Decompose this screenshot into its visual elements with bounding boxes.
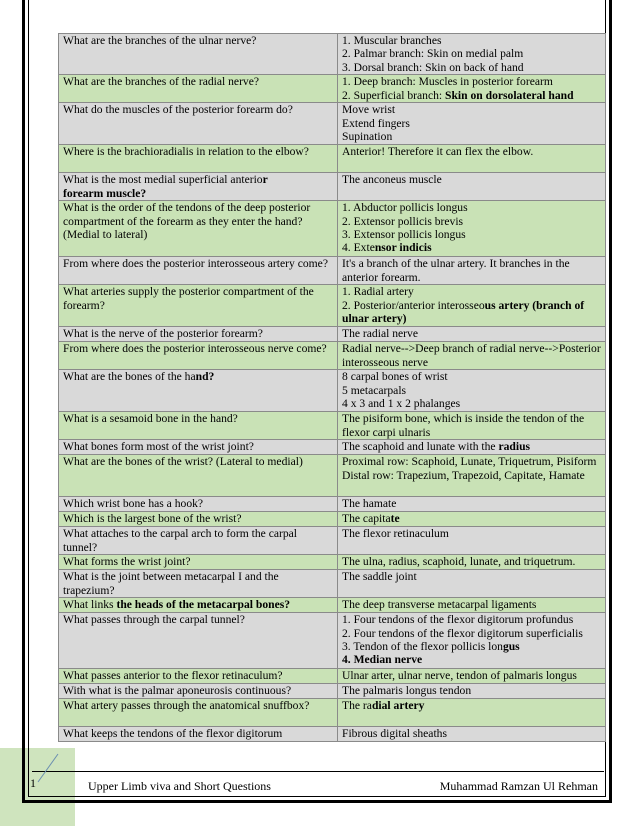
table-row <box>59 440 606 455</box>
question-text: nd? <box>195 370 215 384</box>
answer-text: The palmaris longus tendon <box>342 684 472 698</box>
table-row <box>59 370 606 412</box>
answer-text: The flexor retinaculum <box>342 527 449 541</box>
answer-text: The pisiform bone, which is inside the tendon of the flexor carpi ulnaris <box>342 412 585 439</box>
question-cell <box>59 342 338 370</box>
qa-table <box>58 33 606 742</box>
answer-cell <box>338 527 606 555</box>
question-cell <box>59 512 338 527</box>
table-row <box>59 512 606 527</box>
table-row <box>59 257 606 285</box>
question-text: With what is the palmar aponeurosis continuous? <box>63 684 292 698</box>
table-row <box>59 34 606 75</box>
table-row <box>59 613 606 669</box>
question-cell <box>59 285 338 327</box>
answer-text: us artery (branch of ulnar artery) <box>342 298 585 326</box>
answer-cell <box>338 455 606 497</box>
question-text: What are the bones of the ha <box>63 370 196 384</box>
table-row <box>59 173 606 201</box>
answer-text: te <box>390 512 400 526</box>
answer-text: The capita <box>342 512 391 526</box>
answer-text: Fibrous digital sheaths <box>342 727 447 741</box>
question-text: What arteries supply the posterior compartment of the forearm? <box>63 285 314 312</box>
question-text: Which is the largest bone of the wrist? <box>63 512 242 526</box>
answer-cell <box>338 699 606 727</box>
table-row <box>59 497 606 512</box>
answer-text: Anterior! Therefore it can flex the elbow. <box>342 145 534 159</box>
question-text: What is the joint between metacarpal I and the trapezium? <box>63 570 279 597</box>
question-cell <box>59 75 338 103</box>
question-text: From where does the posterior interosseous artery come? <box>63 257 328 271</box>
question-text: What links <box>63 598 117 612</box>
page-number: 1 <box>30 776 36 790</box>
question-cell <box>59 201 338 257</box>
footer-title: Upper Limb viva and Short Questions <box>88 779 271 793</box>
page-corner-mark-icon <box>34 752 60 792</box>
question-text: What is the nerve of the posterior forearm? <box>63 327 263 341</box>
table-row <box>59 145 606 173</box>
table-row <box>59 412 606 440</box>
answer-cell <box>338 613 606 669</box>
question-text: What artery passes through the anatomical snuffbox? <box>63 699 310 713</box>
question-cell <box>59 699 338 727</box>
question-cell <box>59 257 338 285</box>
question-cell <box>59 570 338 598</box>
answer-text: Skin on dorsolateral hand <box>445 88 574 102</box>
table-row <box>59 285 606 327</box>
question-text: What is the order of the tendons of the deep posterior compartment of the forearm as they enter the hand? (Medial to lateral) <box>63 201 311 242</box>
answer-cell <box>338 34 606 75</box>
answer-cell <box>338 684 606 699</box>
answer-cell <box>338 440 606 455</box>
question-text: What are the bones of the wrist? (Lateral to medial) <box>63 455 303 469</box>
table-row <box>59 103 606 145</box>
table-row <box>59 201 606 257</box>
table-row <box>59 342 606 370</box>
answer-cell <box>338 497 606 512</box>
answer-text: The ulna, radius, scaphoid, lunate, and triquetrum. <box>342 555 576 569</box>
answer-cell <box>338 145 606 173</box>
question-cell <box>59 440 338 455</box>
answer-text: 1. Deep branch: Muscles in posterior forearm 2. Superficial branch: <box>342 75 553 102</box>
question-cell <box>59 527 338 555</box>
answer-cell <box>338 75 606 103</box>
answer-cell <box>338 201 606 257</box>
table-row <box>59 555 606 570</box>
answer-cell <box>338 285 606 327</box>
footer-divider <box>32 771 604 772</box>
question-cell <box>59 103 338 145</box>
answer-text: gus 4. Median nerve <box>342 640 520 667</box>
answer-text: 1. Muscular branches 2. Palmar branch: Skin on medial palm 3. Dorsal branch: Skin on back of hand <box>342 34 524 74</box>
table-row <box>59 455 606 497</box>
answer-cell <box>338 512 606 527</box>
answer-cell <box>338 412 606 440</box>
footer-author: Muhammad Ramzan Ul Rehman <box>439 779 598 793</box>
answer-cell <box>338 342 606 370</box>
table-row <box>59 727 606 742</box>
question-cell <box>59 412 338 440</box>
question-text: What keeps the tendons of the flexor digitorum <box>63 727 283 741</box>
question-text: Where is the brachioradialis in relation to the elbow? <box>63 145 309 159</box>
question-text: What is the most medial superficial anterio <box>63 173 263 187</box>
question-text: From where does the posterior interosseous nerve come? <box>63 342 327 356</box>
table-row <box>59 598 606 613</box>
answer-cell <box>338 555 606 570</box>
question-cell <box>59 370 338 412</box>
table-row <box>59 75 606 103</box>
question-text: What passes through the carpal tunnel? <box>63 613 245 627</box>
question-text: What attaches to the carpal arch to form the carpal tunnel? <box>63 527 298 554</box>
answer-text: 8 carpal bones of wrist 5 metacarpals 4 x 3 and 1 x 2 phalanges <box>342 370 461 411</box>
answer-text: nsor indicis <box>374 241 432 255</box>
answer-cell <box>338 370 606 412</box>
table-row <box>59 570 606 598</box>
question-cell <box>59 327 338 342</box>
question-text: What forms the wrist joint? <box>63 555 191 569</box>
table-row <box>59 327 606 342</box>
question-cell <box>59 598 338 613</box>
answer-text: dial artery <box>371 699 425 713</box>
answer-text: The deep transverse metacarpal ligaments <box>342 598 537 612</box>
question-text: What passes anterior to the flexor retinaculum? <box>63 669 283 683</box>
question-cell <box>59 669 338 684</box>
table-row <box>59 527 606 555</box>
answer-cell <box>338 669 606 684</box>
table-row <box>59 669 606 684</box>
answer-cell <box>338 598 606 613</box>
table-row <box>59 699 606 727</box>
answer-text: The saddle joint <box>342 570 417 584</box>
answer-text: Radial nerve-->Deep branch of radial nerve-->Posterior interosseous nerve <box>342 342 601 369</box>
question-cell <box>59 497 338 512</box>
answer-text: The anconeus muscle <box>342 173 442 187</box>
answer-text: 1. Abductor pollicis longus 2. Extensor pollicis brevis 3. Extensor pollicis longus 4. Exte <box>342 201 468 255</box>
question-text: Which wrist bone has a hook? <box>63 497 204 511</box>
question-cell <box>59 455 338 497</box>
answer-text: Proximal row: Scaphoid, Lunate, Triquetrum, Pisiform Distal row: Trapezium, Trapezoid, Capitate, Hamate <box>342 455 597 482</box>
answer-text: Move wrist Extend fingers Supination <box>342 103 410 144</box>
question-text: What are the branches of the radial nerve? <box>63 75 260 89</box>
answer-text: The scaphoid and lunate with the <box>342 440 499 454</box>
answer-cell <box>338 257 606 285</box>
question-text: What bones form most of the wrist joint? <box>63 440 254 454</box>
question-cell <box>59 173 338 201</box>
answer-text: Ulnar arter, ulnar nerve, tendon of palmaris longus <box>342 669 577 683</box>
question-cell <box>59 34 338 75</box>
answer-text: The hamate <box>342 497 397 511</box>
answer-text: radius <box>498 440 531 454</box>
answer-cell <box>338 570 606 598</box>
question-text: r forearm muscle? <box>63 173 268 200</box>
answer-cell <box>338 327 606 342</box>
question-cell <box>59 555 338 570</box>
question-cell <box>59 727 338 742</box>
answer-text: The ra <box>342 699 372 713</box>
answer-text: 1. Radial artery 2. Posterior/anterior interosseo <box>342 285 485 312</box>
qa-table-body <box>59 34 606 742</box>
answer-cell <box>338 727 606 742</box>
question-text: the heads of the metacarpal bones? <box>116 598 291 612</box>
table-row <box>59 684 606 699</box>
answer-text: It's a branch of the ulnar artery. It branches in the anterior forearm. <box>342 257 570 284</box>
question-cell <box>59 613 338 669</box>
answer-cell <box>338 173 606 201</box>
answer-cell <box>338 103 606 145</box>
question-text: What is a sesamoid bone in the hand? <box>63 412 238 426</box>
question-text: What are the branches of the ulnar nerve? <box>63 34 257 47</box>
answer-text: The radial nerve <box>342 327 418 341</box>
question-cell <box>59 145 338 173</box>
answer-text: 1. Four tendons of the flexor digitorum profundus 2. Four tendons of the flexor digitorum superficialis 3. Tendon of the flexor pollicis lon <box>342 613 583 654</box>
question-text: What do the muscles of the posterior forearm do? <box>63 103 293 117</box>
question-cell <box>59 684 338 699</box>
